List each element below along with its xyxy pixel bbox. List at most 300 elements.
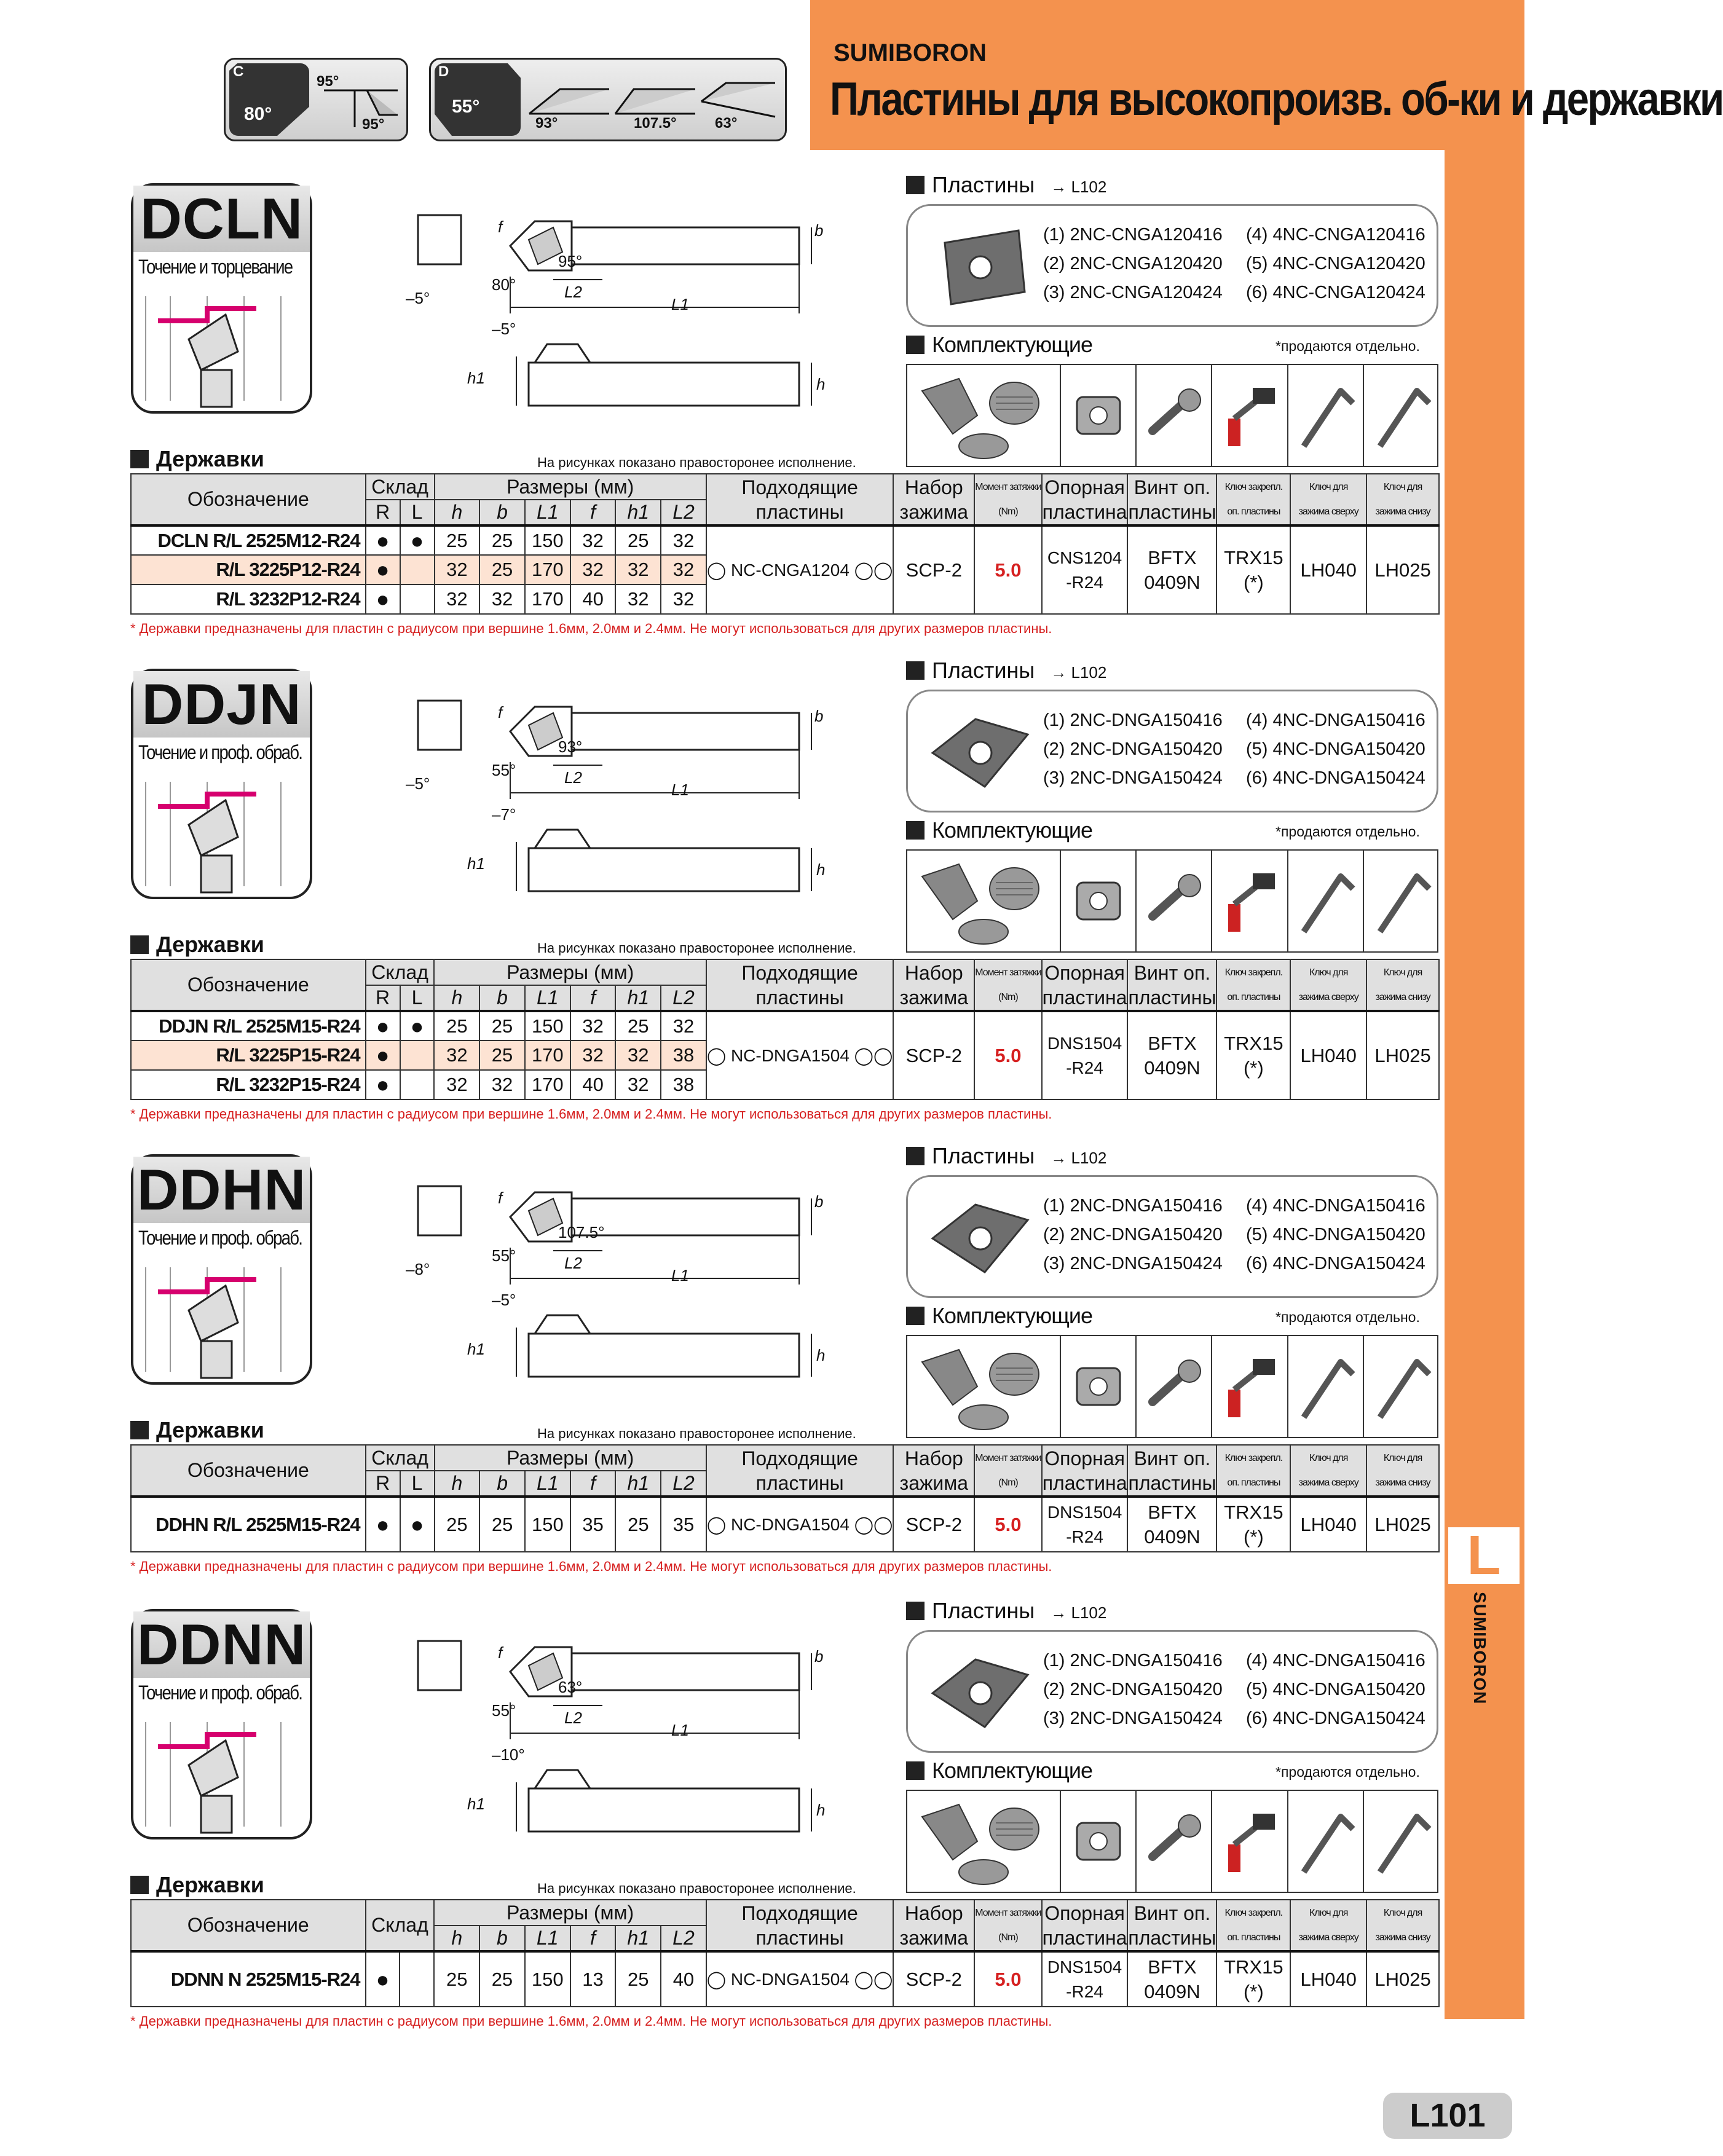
table-header-row — [131, 1900, 1439, 1926]
holder-table — [130, 1444, 1440, 1552]
inserts-ref-link[interactable]: → L102 — [1051, 178, 1107, 196]
seat-key — [1216, 1011, 1290, 1100]
inserts-heading-label: Пластины — [932, 172, 1035, 197]
col-seat — [1042, 1900, 1128, 1951]
section-dcln — [0, 166, 1475, 645]
col-l1: L1 — [525, 1926, 570, 1951]
dim-h: 25 — [435, 525, 480, 555]
side-section-letter: L — [1448, 1527, 1520, 1584]
holders-heading-label: Державки — [156, 932, 264, 957]
dim-h1: 32 — [615, 555, 661, 584]
col-wrench-bottom — [1366, 474, 1439, 525]
bottom-wrench-icon — [1364, 851, 1440, 951]
col-wrench-top — [1290, 474, 1366, 525]
col-h: h — [435, 1471, 480, 1497]
holder-code-badge — [131, 1609, 312, 1839]
header-line: (*) — [1243, 1980, 1264, 2002]
header-line: Момент затяжки — [975, 1452, 1041, 1463]
angle-label: –5° — [406, 774, 430, 793]
dim-f: 13 — [570, 1951, 616, 2007]
dim-l1: 170 — [525, 1041, 570, 1070]
dim-label-l2: L2 — [564, 283, 582, 301]
col-l: L — [400, 500, 435, 525]
col-inserts — [706, 959, 894, 1011]
col-l2: L2 — [661, 1471, 706, 1497]
clamp-set-icon — [907, 1791, 1061, 1892]
col-clamp — [893, 1445, 974, 1497]
stock-r: ● — [366, 525, 400, 555]
header-line: пластина — [1042, 500, 1127, 523]
seat-key-icon — [1212, 1336, 1288, 1437]
dim-h: 32 — [434, 1041, 479, 1070]
insert-grade: (1) 2NC-DNGA150416 — [1043, 1196, 1223, 1216]
inserts-heading — [906, 1143, 1106, 1169]
accessories-heading — [906, 817, 1092, 843]
square-bullet-icon — [906, 336, 925, 354]
inserts-heading-label: Пластины — [932, 658, 1035, 683]
angle-label: 107.5° — [558, 1223, 605, 1241]
col-h: h — [434, 985, 479, 1011]
header-line: зажима снизу — [1375, 991, 1430, 1002]
stock-l: ● — [400, 1011, 435, 1041]
col-designation: Обозначение — [131, 474, 366, 525]
header-line: оп. пластины — [1227, 1932, 1280, 1943]
stock-r: ● — [366, 1497, 400, 1552]
right-hand-note: На рисунках показано правосторонее исполнение. — [537, 1881, 856, 1896]
dim-label-h: h — [816, 1801, 826, 1819]
wrench-bottom: LH025 — [1366, 1011, 1439, 1100]
seat-key — [1216, 1497, 1290, 1552]
dim-b: 25 — [479, 1497, 525, 1552]
square-bullet-icon — [906, 661, 925, 680]
wrench-top: LH040 — [1290, 1497, 1366, 1552]
insert-grade: (1) 2NC-DNGA150416 — [1043, 1651, 1223, 1670]
seat-icon — [1061, 851, 1137, 951]
col-l1: L1 — [525, 985, 570, 1011]
dim-label-l1: L1 — [671, 1266, 689, 1285]
dim-label-b: b — [814, 1647, 824, 1666]
header-line: Ключ для — [1383, 967, 1422, 978]
header-line: Ключ закрепл. — [1224, 1907, 1283, 1918]
angle-label: –5° — [406, 289, 430, 307]
insert-grade-list — [1043, 706, 1430, 793]
square-bullet-icon — [130, 450, 149, 468]
stock-l — [400, 1951, 434, 2007]
machining-illustration — [133, 284, 312, 410]
header-line: Подходящие — [741, 1447, 858, 1469]
header-line: Набор — [904, 476, 963, 498]
accessories-heading-label: Комплектующие — [932, 817, 1093, 843]
header-line: Ключ для — [1309, 967, 1348, 978]
stock-r: ● — [366, 1070, 400, 1100]
header-line: зажима — [899, 1471, 969, 1494]
accessories-row — [906, 364, 1438, 467]
header-line: BFTX — [1148, 1956, 1197, 1978]
stock-r: ● — [366, 1011, 400, 1041]
type-c-approach-2: 95° — [362, 116, 385, 133]
seat-key-icon — [1212, 851, 1288, 951]
col-wrench-top — [1290, 1900, 1366, 1951]
col-key — [1216, 959, 1290, 1011]
header-line: пластины — [755, 500, 844, 523]
holder-code: DDNN — [133, 1611, 310, 1678]
torque: 5.0 — [974, 1011, 1041, 1100]
header-line: (*) — [1244, 1525, 1264, 1548]
insert-grade: (2) 2NC-DNGA150420 — [1043, 739, 1223, 759]
angle-label: –10° — [492, 1745, 525, 1764]
header-line: Ключ для — [1309, 1907, 1348, 1918]
dim-l2: 32 — [661, 555, 706, 584]
inserts-heading — [906, 658, 1106, 683]
inserts-box — [906, 690, 1438, 812]
dim-label-h1: h1 — [467, 1340, 485, 1358]
holder-subtitle: Точение и проф. обраб. — [138, 1227, 302, 1249]
wrench-top: LH040 — [1290, 525, 1366, 614]
type-d-angle: 55° — [452, 96, 480, 117]
header-line: Винт оп. — [1134, 1902, 1211, 1924]
holder-code-cell: R/L 3232P15-R24 — [131, 1070, 366, 1100]
dim-f: 40 — [570, 584, 616, 614]
col-f: f — [570, 985, 616, 1011]
insert-grade: (6) 4NC-DNGA150424 — [1246, 1709, 1425, 1728]
accessories-heading-label: Комплектующие — [932, 1758, 1093, 1783]
insert-photo — [926, 1650, 1031, 1736]
header-line: Ключ для — [1383, 1907, 1422, 1918]
angle-label: 95° — [558, 252, 583, 270]
seat-screw — [1127, 1497, 1216, 1552]
dim-f: 32 — [570, 1011, 616, 1041]
header-line: зажима — [899, 986, 969, 1009]
square-bullet-icon — [906, 1307, 925, 1325]
col-h1: h1 — [615, 1926, 661, 1951]
header-line: CNS1204 — [1047, 548, 1122, 567]
dim-label-h: h — [816, 375, 826, 393]
clamp-set: SCP-2 — [893, 1497, 974, 1552]
col-f: f — [570, 1926, 616, 1951]
col-stock: Склад — [366, 1445, 435, 1471]
compatible-insert: ◯ NC-DNGA1504 ◯◯ — [706, 1951, 894, 2007]
inserts-ref-link[interactable]: → L102 — [1051, 663, 1107, 682]
inserts-ref-link[interactable]: → L102 — [1051, 1149, 1107, 1167]
dim-b: 25 — [479, 1011, 525, 1041]
insert-grade: (4) 4NC-DNGA150416 — [1246, 710, 1425, 730]
holder-code-cell: R/L 3232P12-R24 — [131, 584, 366, 614]
square-bullet-icon — [130, 935, 149, 954]
angle-label: –8° — [406, 1260, 430, 1278]
insert-grade: (5) 4NC-DNGA150420 — [1246, 1225, 1425, 1245]
header-line: зажима снизу — [1375, 1477, 1430, 1488]
header-line: пластины — [1128, 500, 1216, 523]
col-stock: Склад — [366, 1900, 435, 1951]
header-line: Ключ закрепл. — [1224, 967, 1283, 978]
dim-l2: 40 — [661, 1951, 706, 2007]
header-line: -R24 — [1066, 572, 1103, 592]
seat-icon — [1061, 1791, 1137, 1892]
stock-l: ● — [400, 1497, 435, 1552]
stock-l — [400, 555, 435, 584]
header-line: пластины — [755, 1926, 844, 1949]
col-clamp — [893, 959, 974, 1011]
seat-icon — [1061, 1336, 1137, 1437]
inserts-ref-link[interactable]: → L102 — [1051, 1603, 1107, 1622]
type-d-approach-3: 63° — [715, 115, 738, 132]
wrench-top: LH040 — [1290, 1951, 1366, 2007]
square-bullet-icon — [130, 1421, 149, 1439]
header-line: 0409N — [1144, 1980, 1201, 2002]
right-hand-note: На рисунках показано правосторонее исполнение. — [537, 1426, 856, 1441]
dim-label-b: b — [814, 707, 824, 725]
col-l2: L2 — [661, 500, 706, 525]
col-h1: h1 — [615, 1471, 661, 1497]
inserts-box — [906, 1175, 1438, 1298]
inserts-heading — [906, 172, 1106, 198]
angle-label: 80° — [492, 275, 516, 294]
col-seat — [1042, 474, 1128, 525]
col-torque — [974, 474, 1041, 525]
holder-code-badge — [131, 183, 312, 414]
type-c-approach-1: 95° — [317, 73, 339, 90]
type-c-letter: C — [233, 63, 244, 80]
table-header-row — [131, 959, 1439, 985]
header-line: Опорная — [1044, 476, 1125, 498]
dim-l2: 38 — [661, 1041, 706, 1070]
seat-screw-icon — [1137, 851, 1212, 951]
holders-heading-label: Державки — [156, 1417, 264, 1442]
dim-b: 25 — [479, 1951, 525, 2007]
header-line: зажима — [899, 500, 969, 523]
square-bullet-icon — [906, 176, 925, 194]
header-line: Опорная — [1044, 1447, 1125, 1469]
header-line: DNS1504 — [1047, 1033, 1122, 1053]
seat-key-icon — [1212, 365, 1288, 466]
col-h1: h1 — [615, 985, 661, 1011]
dim-f: 35 — [570, 1497, 616, 1552]
accessories-heading-label: Комплектующие — [932, 1303, 1093, 1328]
sold-separately-note: *продаются отдельно. — [1275, 824, 1420, 840]
bottom-wrench-icon — [1364, 365, 1440, 466]
holders-heading — [130, 1417, 264, 1443]
angle-label: 55° — [492, 761, 516, 779]
clamp-set: SCP-2 — [893, 525, 974, 614]
header-line: -R24 — [1066, 1058, 1103, 1077]
col-clamp — [893, 1900, 974, 1951]
top-wrench-icon — [1288, 365, 1364, 466]
holder-table — [130, 1899, 1440, 2007]
col-screw — [1127, 959, 1216, 1011]
col-clamp — [893, 474, 974, 525]
accessories-heading-label: Комплектующие — [932, 332, 1093, 357]
insert-grade: (1) 2NC-CNGA120416 — [1043, 225, 1223, 245]
header-line: зажима снизу — [1375, 506, 1430, 517]
page-number: L101 — [1383, 2093, 1512, 2139]
dim-label-l1: L1 — [671, 295, 689, 313]
section-ddnn — [0, 1592, 1475, 2071]
wrench-bottom: LH025 — [1366, 1497, 1439, 1552]
torque: 5.0 — [974, 1951, 1041, 2007]
inserts-box — [906, 1630, 1438, 1753]
machining-illustration — [133, 1255, 312, 1381]
dim-label-l2: L2 — [564, 1709, 582, 1727]
header-line: 0409N — [1144, 1056, 1201, 1079]
dim-l1: 170 — [525, 555, 570, 584]
col-seat — [1042, 959, 1128, 1011]
header-line: оп. пластины — [1227, 1477, 1280, 1488]
col-key — [1216, 474, 1290, 525]
col-h: h — [434, 1926, 479, 1951]
dim-l1: 150 — [525, 1951, 570, 2007]
dim-f: 40 — [570, 1070, 616, 1100]
holder-subtitle: Точение и проф. обраб. — [138, 741, 302, 763]
header-line: пластина — [1042, 986, 1127, 1009]
dim-l2: 32 — [661, 525, 706, 555]
col-designation: Обозначение — [131, 959, 366, 1011]
dim-h: 32 — [435, 584, 480, 614]
header-line: BFTX — [1148, 546, 1197, 569]
holder-code: DDHN — [133, 1157, 310, 1223]
header-line: Ключ закрепл. — [1224, 481, 1283, 492]
header-line: (Nm) — [998, 1932, 1018, 1943]
bottom-wrench-icon — [1364, 1336, 1440, 1437]
header-line: Ключ для — [1383, 481, 1422, 492]
dim-h1: 25 — [615, 525, 661, 555]
header-line: -R24 — [1066, 1981, 1103, 2001]
sold-separately-note: *продаются отдельно. — [1275, 1309, 1420, 1325]
header-line: пластины — [1128, 986, 1216, 1009]
header-line: DNS1504 — [1047, 1957, 1122, 1977]
col-r: R — [366, 985, 400, 1011]
col-l1: L1 — [525, 1471, 570, 1497]
dim-h1: 32 — [615, 1070, 661, 1100]
accessories-row — [906, 849, 1438, 953]
right-hand-note: На рисунках показано правосторонее исполнение. — [537, 455, 856, 470]
holder-drawing — [406, 1629, 836, 1875]
col-r: R — [366, 1471, 400, 1497]
stock-r: ● — [366, 584, 400, 614]
stock-l — [400, 1070, 435, 1100]
col-l: L — [400, 1471, 435, 1497]
seat-screw — [1127, 525, 1216, 614]
dim-h: 25 — [434, 1011, 479, 1041]
col-h1: h1 — [615, 500, 661, 525]
seat-key — [1216, 525, 1290, 614]
seat-screw — [1127, 1011, 1216, 1100]
insert-grade: (6) 4NC-DNGA150424 — [1246, 1254, 1425, 1273]
dim-h1: 25 — [615, 1497, 661, 1552]
dim-h1: 32 — [615, 1041, 661, 1070]
holder-drawing — [406, 1174, 836, 1420]
col-r: R — [366, 500, 400, 525]
wrench-bottom: LH025 — [1366, 1951, 1439, 2007]
dim-f: 32 — [570, 525, 616, 555]
dim-b: 32 — [479, 1070, 525, 1100]
square-bullet-icon — [906, 821, 925, 840]
col-f: f — [570, 1471, 616, 1497]
dim-h: 25 — [435, 1497, 480, 1552]
clamp-set: SCP-2 — [893, 1011, 974, 1100]
header-line: BFTX — [1148, 1032, 1197, 1054]
holder-code-cell: R/L 3225P12-R24 — [131, 555, 366, 584]
header-line: (*) — [1243, 1056, 1264, 1079]
accessories-heading — [906, 332, 1092, 358]
holders-heading-label: Державки — [156, 446, 264, 471]
square-bullet-icon — [906, 1602, 925, 1620]
dim-l1: 170 — [525, 1070, 570, 1100]
col-key — [1216, 1900, 1290, 1951]
holder-code-cell: DDHN R/L 2525M15-R24 — [131, 1497, 366, 1552]
header-line: пластины — [755, 1471, 844, 1494]
dim-h1: 25 — [615, 1011, 661, 1041]
dim-label-b: b — [814, 221, 824, 240]
seat-screw-icon — [1137, 365, 1212, 466]
insert-grade: (6) 4NC-CNGA120424 — [1246, 283, 1425, 302]
sold-separately-note: *продаются отдельно. — [1275, 338, 1420, 354]
dim-label-f: f — [498, 1189, 503, 1207]
holder-code-badge — [131, 1154, 312, 1385]
header-line: оп. пластины — [1227, 506, 1280, 517]
holder-code-cell: DDJN R/L 2525M15-R24 — [131, 1011, 366, 1041]
col-wrench-bottom — [1366, 1900, 1439, 1951]
clamp-set: SCP-2 — [893, 1951, 974, 2007]
angle-label: 63° — [558, 1678, 583, 1696]
side-brand: SUMIBORON — [1470, 1592, 1489, 1705]
header-brand: SUMIBORON — [834, 39, 987, 66]
col-wrench-top — [1290, 1445, 1366, 1497]
header-line: (Nm) — [998, 991, 1018, 1002]
torque: 5.0 — [974, 525, 1041, 614]
insert-grade-list — [1043, 221, 1430, 307]
square-bullet-icon — [130, 1876, 149, 1894]
header-line: Ключ для — [1309, 481, 1348, 492]
insert-grade-list — [1043, 1192, 1430, 1278]
stock-l — [400, 584, 435, 614]
insert-grade: (4) 4NC-CNGA120416 — [1246, 225, 1425, 245]
header-line: (Nm) — [998, 1477, 1018, 1488]
dim-label-l2: L2 — [564, 768, 582, 787]
footnote: * Державки предназначены для пластин с радиусом при вершине 1.6мм, 2.0мм и 2.4мм. Не могут использоваться для других размеров пластины. — [130, 621, 1052, 636]
header-line: зажима снизу — [1375, 1932, 1430, 1943]
table-header-row — [131, 474, 1439, 500]
footnote: * Державки предназначены для пластин с радиусом при вершине 1.6мм, 2.0мм и 2.4мм. Не могут использоваться для других размеров пластины. — [130, 1559, 1052, 1574]
col-stock: Склад — [366, 474, 435, 500]
page-title: Пластины для высокопроизв. об-ки и державки — [830, 73, 1723, 125]
header-line: BFTX — [1148, 1501, 1197, 1523]
holder-code-cell: DDNN N 2525M15-R24 — [131, 1951, 366, 2007]
insert-grade: (4) 4NC-DNGA150416 — [1246, 1651, 1425, 1670]
col-torque — [974, 1445, 1041, 1497]
type-d-approach-2: 107.5° — [634, 115, 677, 132]
insert-grade: (3) 2NC-CNGA120424 — [1043, 283, 1223, 302]
col-screw — [1127, 1445, 1216, 1497]
seat-key — [1216, 1951, 1290, 2007]
square-bullet-icon — [906, 1147, 925, 1165]
section-ddjn — [0, 651, 1475, 1131]
wrench-top: LH040 — [1290, 1011, 1366, 1100]
holder-drawing — [406, 688, 836, 934]
col-l1: L1 — [525, 500, 570, 525]
dim-label-h: h — [816, 860, 826, 879]
section-ddhn — [0, 1137, 1475, 1616]
top-wrench-icon — [1288, 1336, 1364, 1437]
header-line: Момент затяжки — [975, 481, 1041, 492]
compatible-insert: ◯ NC-CNGA1204 ◯◯ — [706, 525, 894, 614]
header-line: Подходящие — [741, 1902, 858, 1924]
header-line: Винт оп. — [1134, 476, 1211, 498]
angle-label: –5° — [492, 1291, 516, 1309]
header-line: Ключ для — [1383, 1452, 1422, 1463]
dim-label-f: f — [498, 1643, 503, 1662]
insert-grade: (6) 4NC-DNGA150424 — [1246, 768, 1425, 788]
right-hand-note: На рисунках показано правосторонее исполнение. — [537, 940, 856, 956]
